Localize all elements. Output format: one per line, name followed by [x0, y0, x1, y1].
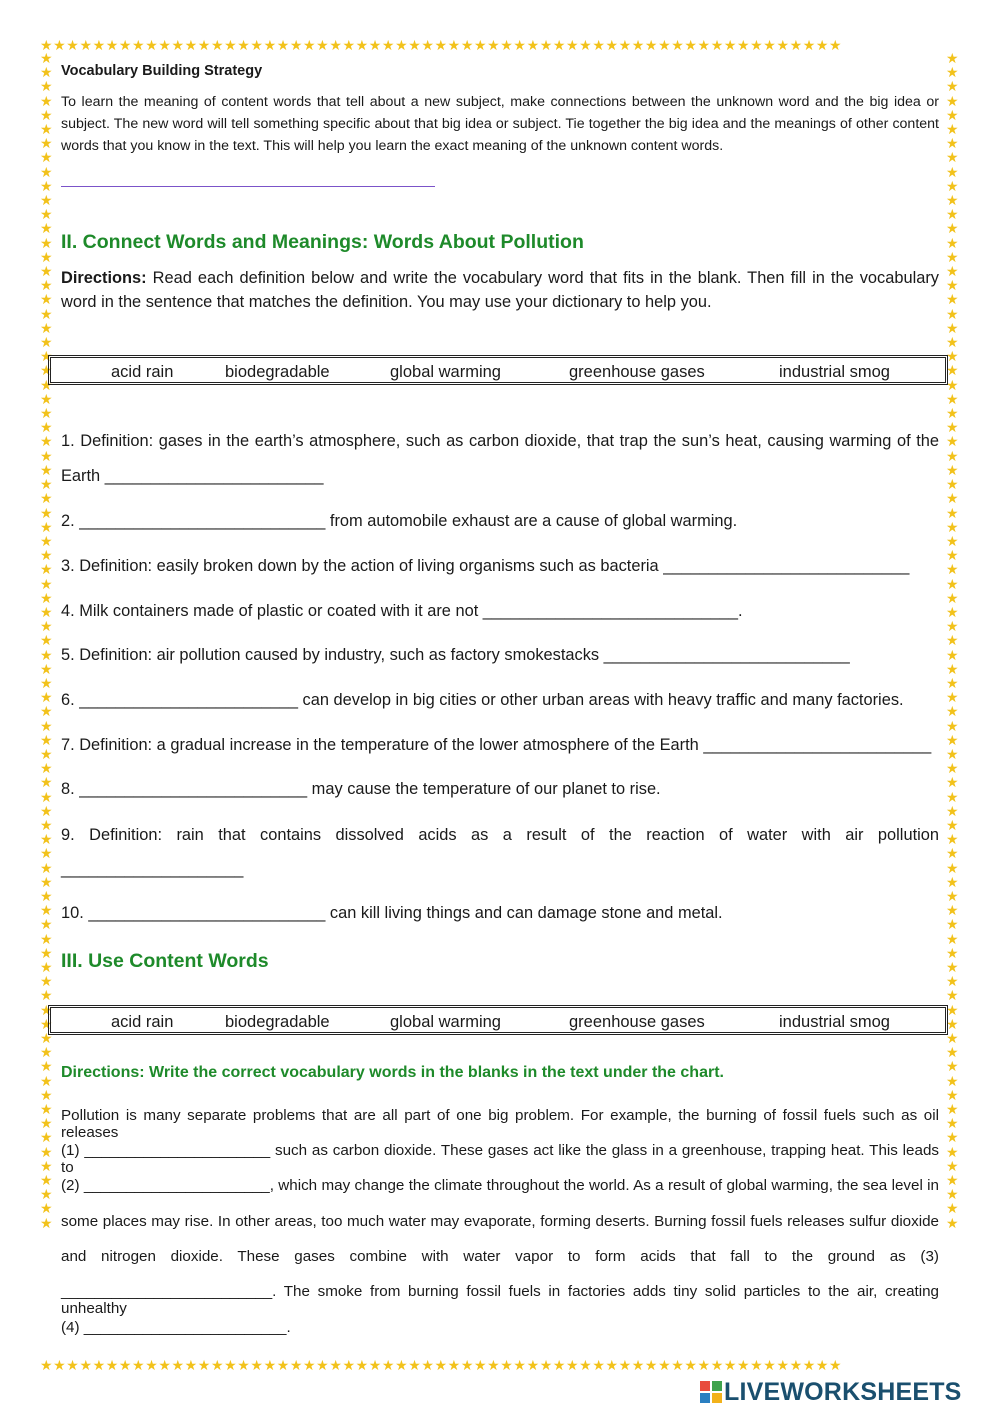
word-bank-item: greenhouse gases [569, 363, 705, 381]
question-9-blank[interactable]: ____________________ [61, 860, 244, 878]
strategy-paragraph: To learn the meaning of content words that tell about a new subject, make connections between the unknown word and the big idea or subject. The new word will tell something specific about that big idea or subject. Tie together the big idea and the meanings of other content words that you know in the text. This will help you learn the exact meaning of the unknown content words. [61, 94, 939, 154]
passage-line: Pollution is many separate problems that are all part of one big problem. For example, the burning of fossil fuels such as oil releases [61, 1107, 939, 1141]
brand-name: LIVEWORKSHEETS [724, 1378, 962, 1406]
passage-line-blank-4[interactable]: (4) ________________________. [61, 1319, 291, 1336]
question-8[interactable]: 8. _________________________ may cause the temperature of our planet to rise. [61, 780, 661, 798]
question-1-blank[interactable]: Earth ________________________ [61, 467, 324, 485]
word-bank-2 [48, 1005, 948, 1035]
word-bank-item: biodegradable [225, 1013, 330, 1031]
question-1-definition: 1. Definition: gases in the earth’s atmosphere, such as carbon dioxide, that trap the sun’s heat, causing warming of the [61, 432, 939, 450]
word-bank-item: global warming [390, 1013, 501, 1031]
word-bank-item: greenhouse gases [569, 1013, 705, 1031]
question-6[interactable]: 6. ________________________ can develop in big cities or other urban areas with heavy traffic and many factories. [61, 691, 904, 709]
question-4[interactable]: 4. Milk containers made of plastic or coated with it are not ____________________________. [61, 602, 743, 620]
passage-line-blank-3[interactable]: _________________________. The smoke from burning fossil fuels in factories adds tiny solid particles to the air, creating unhealthy [61, 1283, 939, 1317]
word-bank-item: global warming [390, 363, 501, 381]
divider-line [61, 186, 435, 187]
section-2-heading: II. Connect Words and Meanings: Words About Pollution [61, 231, 584, 253]
word-bank-1 [48, 355, 948, 385]
section-3-directions: Directions: Write the correct vocabulary words in the blanks in the text under the chart. [61, 1064, 724, 1081]
star-border-left: ★★★★★★★★★★★★★★★★★★★★★★★★★★★★★★★★★★★★★★★★★★★★★★★★★★★★★★★★★★★★★★★★★★★★★★★★★★★★★★★★★★★ [40, 52, 53, 1232]
word-bank-item: acid rain [111, 363, 174, 381]
strategy-title: Vocabulary Building Strategy [61, 63, 263, 79]
directions-label: Directions: [61, 269, 147, 287]
question-5[interactable]: 5. Definition: air pollution caused by industry, such as factory smokestacks ___________________________ [61, 646, 850, 664]
star-border-bottom: ★★★★★★★★★★★★★★★★★★★★★★★★★★★★★★★★★★★★★★★★★★★★★★★★★★★★★★★★★★★★★ [40, 1359, 843, 1374]
word-bank-item: acid rain [111, 1013, 174, 1031]
star-border-right: ★★★★★★★★★★★★★★★★★★★★★★★★★★★★★★★★★★★★★★★★★★★★★★★★★★★★★★★★★★★★★★★★★★★★★★★★★★★★★★★★★★★ [946, 52, 959, 1232]
question-10[interactable]: 10. __________________________ can kill living things and can damage stone and metal. [61, 904, 723, 922]
section-2-directions [61, 266, 939, 314]
question-3[interactable]: 3. Definition: easily broken down by the action of living organisms such as bacteria ___________________________ [61, 557, 910, 575]
question-9-definition: 9. Definition: rain that contains dissolved acids as a result of the reaction of water with air pollution [61, 826, 939, 844]
passage-line: and nitrogen dioxide. These gases combine with water vapor to form acids that fall to the ground as (3) [61, 1248, 939, 1265]
word-bank-item: industrial smog [779, 363, 890, 381]
star-border-top: ★★★★★★★★★★★★★★★★★★★★★★★★★★★★★★★★★★★★★★★★★★★★★★★★★★★★★★★★★★★★★ [40, 39, 843, 54]
passage-line-blank-2[interactable]: (2) ______________________, which may change the climate throughout the world. As a result of global warming, the sea level in [61, 1177, 939, 1194]
liveworksheets-logo-icon [700, 1381, 722, 1403]
word-bank-item: industrial smog [779, 1013, 890, 1031]
word-bank-item: biodegradable [225, 363, 330, 381]
passage-line: some places may rise. In other areas, too much water may evaporate, forming deserts. Burning fossil fuels releases sulfur dioxide [61, 1213, 939, 1230]
passage-line-blank-1[interactable]: (1) ______________________ such as carbon dioxide. These gases act like the glass in a greenhouse, trapping heat. This leads to [61, 1142, 939, 1176]
directions-text: Read each definition below and write the vocabulary word that fits in the blank. Then fill in the vocabulary word in the sentence that matches the definition. You may use your dictionary to help you. [61, 269, 939, 311]
section-3-heading: III. Use Content Words [61, 950, 269, 972]
question-2[interactable]: 2. ___________________________ from automobile exhaust are a cause of global warming. [61, 512, 738, 530]
question-7[interactable]: 7. Definition: a gradual increase in the temperature of the lower atmosphere of the Earth _________________________ [61, 736, 932, 754]
